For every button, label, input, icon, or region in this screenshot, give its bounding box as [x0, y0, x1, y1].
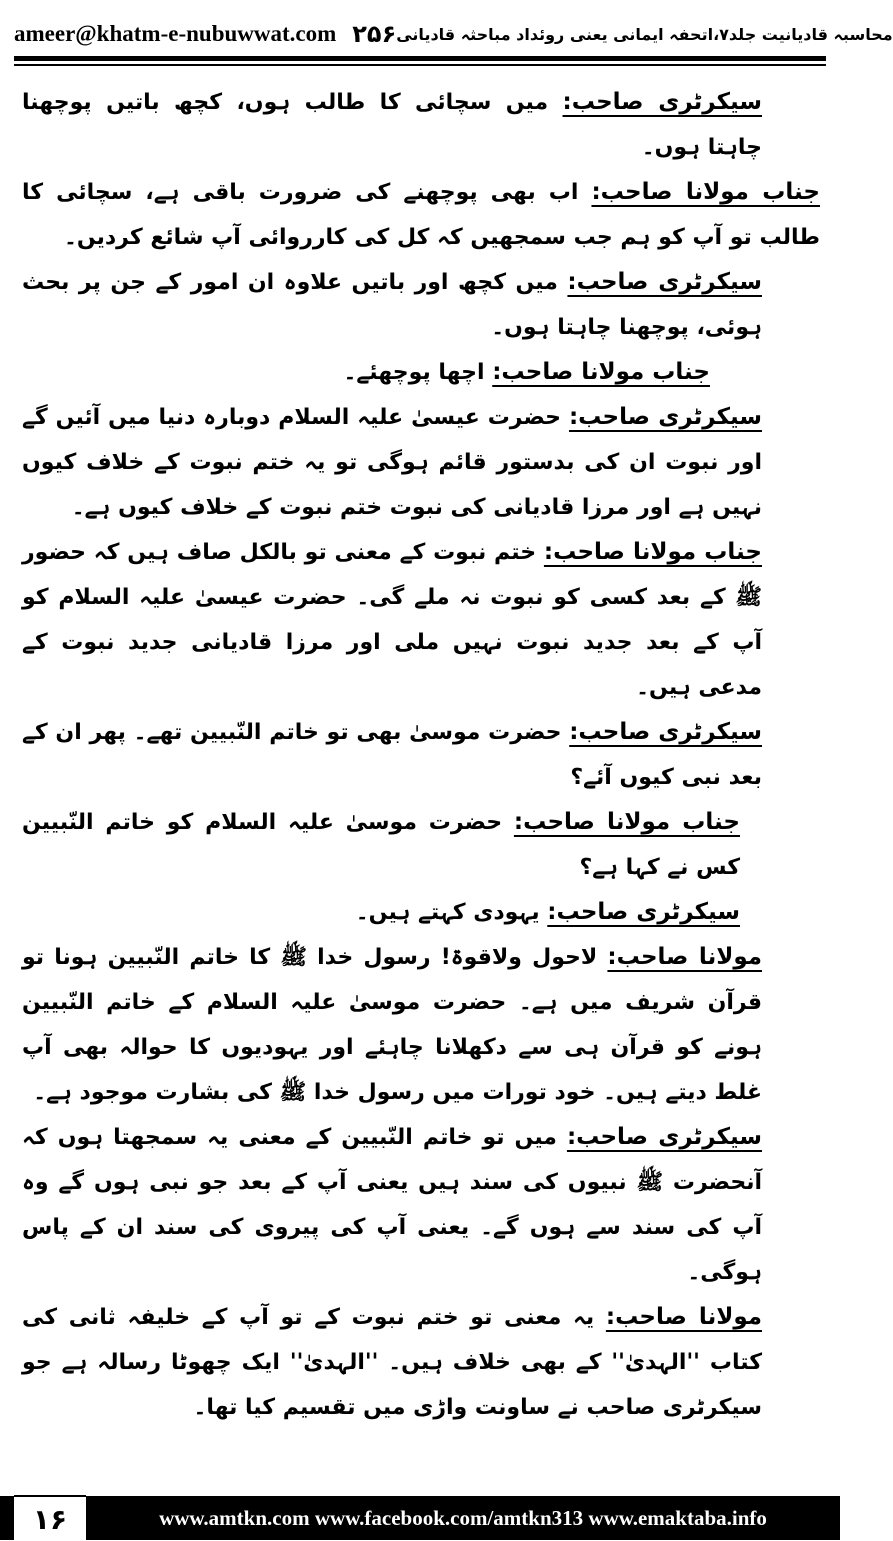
- dialogue-paragraph: [22, 170, 820, 260]
- dialogue-text: حضرت موسیٰ بھی تو خاتم النّبیین تھے۔ پھر ان کے بعد نبی کیوں آئے؟: [22, 720, 762, 790]
- dialogue-text: میں تو خاتم النّبیین کے معنی یہ سمجھتا ہوں کہ آنحضرت ﷺ نبیوں کی سند ہیں یعنی آپ کے بعد جو نبی ہوں گے وہ آپ کی سند سے ہوں گے۔ یعنی آپ کی پیروی کی سند ان کے پاس ہوگی۔: [22, 1125, 762, 1285]
- dialogue-paragraph: [22, 1115, 820, 1295]
- header-rule-thin: [14, 64, 826, 66]
- header-email: ameer@khatm-e-nubuwwat.com: [14, 21, 337, 46]
- page-footer: [0, 1496, 840, 1540]
- dialogue-paragraph: [22, 935, 820, 1115]
- footer-links: www.amtkn.com www.facebook.com/amtkn313 www.emaktaba.info: [159, 1505, 767, 1530]
- dialogue-paragraph: [22, 350, 820, 395]
- footer-page-number: ۱۶: [14, 1495, 86, 1541]
- speaker-label: سیکرٹری صاحب:: [562, 89, 762, 115]
- speaker-label: سیکرٹری صاحب:: [547, 899, 740, 925]
- dialogue-paragraph: [22, 530, 820, 710]
- dialogue-text: یہودی کہتے ہیں۔: [355, 900, 548, 925]
- speaker-label: سیکرٹری صاحب:: [569, 719, 762, 745]
- page-header: [14, 14, 893, 54]
- dialogue-paragraph: [22, 890, 820, 935]
- speaker-label: سیکرٹری صاحب:: [566, 1124, 762, 1150]
- dialogue-text: حضرت موسیٰ علیہ السلام کو خاتم النّبیین کس نے کہا ہے؟: [22, 810, 740, 880]
- dialogue-paragraph: [22, 1295, 820, 1430]
- dialogue-text: اب بھی پوچھنے کی ضرورت باقی ہے، سچائی کا طالب تو آپ کو ہم جب سمجھیں کہ کل کی کارروائی آپ شائع کردیں۔: [22, 180, 820, 250]
- header-page-number: ۲۵۶: [352, 20, 397, 48]
- speaker-label: سیکرٹری صاحب:: [567, 269, 762, 295]
- header-rule-thick: [14, 56, 826, 61]
- speaker-label: جناب مولانا صاحب:: [513, 809, 740, 835]
- speaker-label: سیکرٹری صاحب:: [568, 404, 762, 430]
- dialogue-paragraph: [22, 80, 820, 170]
- speaker-label: جناب مولانا صاحب:: [591, 179, 820, 205]
- dialogue-text: میں سچائی کا طالب ہوں، کچھ باتیں پوچھنا چاہتا ہوں۔: [22, 90, 762, 160]
- page-content: [22, 80, 820, 1485]
- dialogue-text: ختم نبوت کے معنی تو بالکل صاف ہیں کہ حضور ﷺ کے بعد کسی کو نبوت نہ ملے گی۔ حضرت عیسیٰ علیہ السلام کو آپ کے بعد جدید نبوت نہیں ملی اور مرزا قادیانی جدید نبوت کے مدعی ہیں۔: [22, 540, 762, 700]
- dialogue-text: لاحول ولاقوۃ! رسول خدا ﷺ کا خاتم النّبیین ہونا تو قرآن شریف میں ہے۔ حضرت موسیٰ علیہ السلام کے خاتم النّبیین ہونے کو قرآن ہی سے دکھلانا چاہئے اور یہودیوں کا حوالہ بھی آپ غلط دیتے ہیں۔ خود تورات میں رسول خدا ﷺ کی بشارت موجود ہے۔: [22, 945, 762, 1105]
- dialogue-text: میں کچھ اور باتیں علاوہ ان امور کے جن پر بحث ہوئی، پوچھنا چاہتا ہوں۔: [22, 270, 762, 340]
- speaker-label: جناب مولانا صاحب:: [492, 359, 710, 385]
- dialogue-paragraph: [22, 800, 820, 890]
- speaker-label: مولانا صاحب:: [607, 944, 762, 970]
- dialogue-text: اچھا پوچھئے۔: [343, 360, 493, 385]
- dialogue-paragraph: [22, 395, 820, 530]
- dialogue-text: یہ معنی تو ختم نبوت کے تو آپ کے خلیفہ ثانی کی کتاب ''الہدیٰ'' کے بھی خلاف ہیں۔ ''الہدیٰ'' ایک چھوٹا رسالہ ہے جو سیکرٹری صاحب نے ساونت واڑی میں تقسیم کیا تھا۔: [22, 1305, 762, 1420]
- header-book-title: محاسبہ قادیانیت جلد۷،اتحفہ ایمانی یعنی روئداد مباحثہ قادیانی: [396, 24, 893, 44]
- dialogue-text: حضرت عیسیٰ علیہ السلام دوبارہ دنیا میں آئیں گے اور نبوت ان کی بدستور قائم ہوگی تو یہ ختم نبوت کے خلاف کیوں نہیں ہے اور مرزا قادیانی کی نبوت ختم نبوت کے خلاف کیوں ہے۔: [22, 405, 762, 520]
- dialogue-paragraph: [22, 710, 820, 800]
- speaker-label: مولانا صاحب:: [605, 1304, 762, 1330]
- dialogue-paragraph: [22, 260, 820, 350]
- speaker-label: جناب مولانا صاحب:: [543, 539, 762, 565]
